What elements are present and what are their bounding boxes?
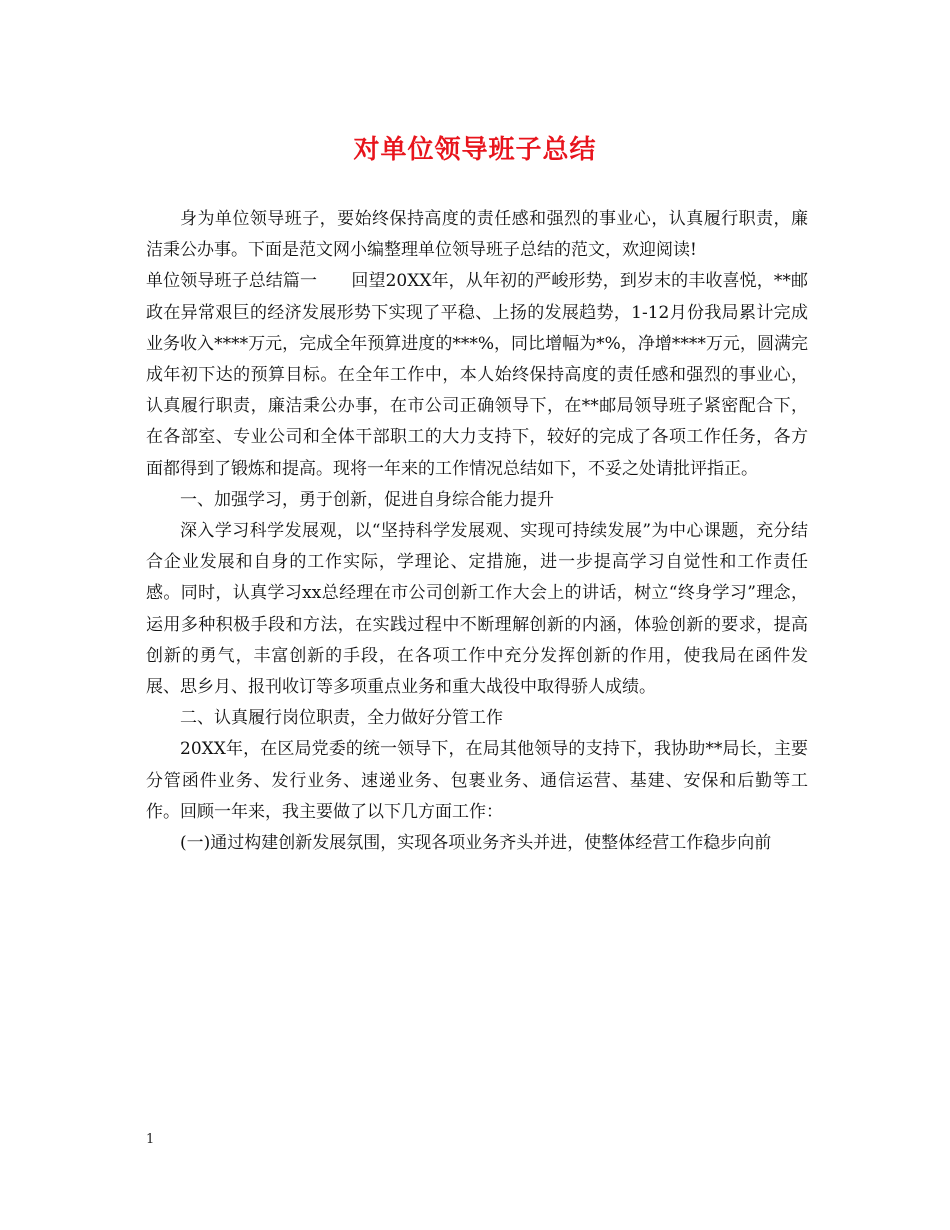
document-title: 对单位领导班子总结 — [353, 135, 597, 165]
paragraph-subsection-1: (一)通过构建创新发展氛围，实现各项业务齐头并进，使整体经营工作稳步向前 — [180, 833, 772, 854]
section-heading-1: 一、加强学习，勇于创新，促进自身综合能力提升 — [180, 489, 554, 510]
paragraph-duties: 20XX年，在区局党委的统一领导下，在局其他领导的支持下，我协助**局长，主要分管函件业务、发行业务、速递业务、包裹业务、通信运营、基建、安保和后勤等工作。回顾一年来，我主要做了以下几方面工作： — [146, 739, 808, 822]
paragraph-review: 单位领导班子总结篇一 回望20XX年，从年初的严峻形势，到岁末的丰收喜悦，**邮政在异常艰巨的经济发展形势下实现了平稳、上扬的发展趋势，1-12月份我局累计完成业务收入****万元，完成全年预算进度的***%，同比增幅为*%，净增****万元，圆满完成年初下达的预算目标。在全年工作中，本人始终保持高度的责任感和强烈的事业心，认真履行职责，廉洁秉公办事，在市公司正确领导下，在**邮局领导班子紧密配合下，在各部室、专业公司和全体干部职工的大力支持下，较好的完成了各项工作任务，各方面都得到了锻炼和提高。现将一年来的工作情况总结如下，不妥之处请批评指正。 — [146, 271, 808, 479]
paragraph-intro: 身为单位领导班子，要始终保持高度的责任感和强烈的事业心，认真履行职责，廉洁秉公办事。下面是范文网小编整理单位领导班子总结的范文，欢迎阅读! — [146, 209, 808, 261]
page-number: 1 — [146, 1132, 155, 1147]
paragraph-learning: 深入学习科学发展观，以“坚持科学发展观、实现可持续发展”为中心课题，充分结合企业发展和自身的工作实际，学理论、定措施，进一步提高学习自觉性和工作责任感。同时，认真学习xx总经理在市公司创新工作大会上的讲话，树立“终身学习”理念，运用多种积极手段和方法，在实践过程中不断理解创新的内涵，体验创新的要求，提高创新的勇气，丰富创新的手段，在各项工作中充分发挥创新的作用，使我局在函件发展、思乡月、报刊收订等多项重点业务和重大战役中取得骄人成绩。 — [146, 521, 808, 698]
section-heading-2: 二、认真履行岗位职责，全力做好分管工作 — [180, 708, 503, 729]
document-body — [146, 204, 808, 859]
